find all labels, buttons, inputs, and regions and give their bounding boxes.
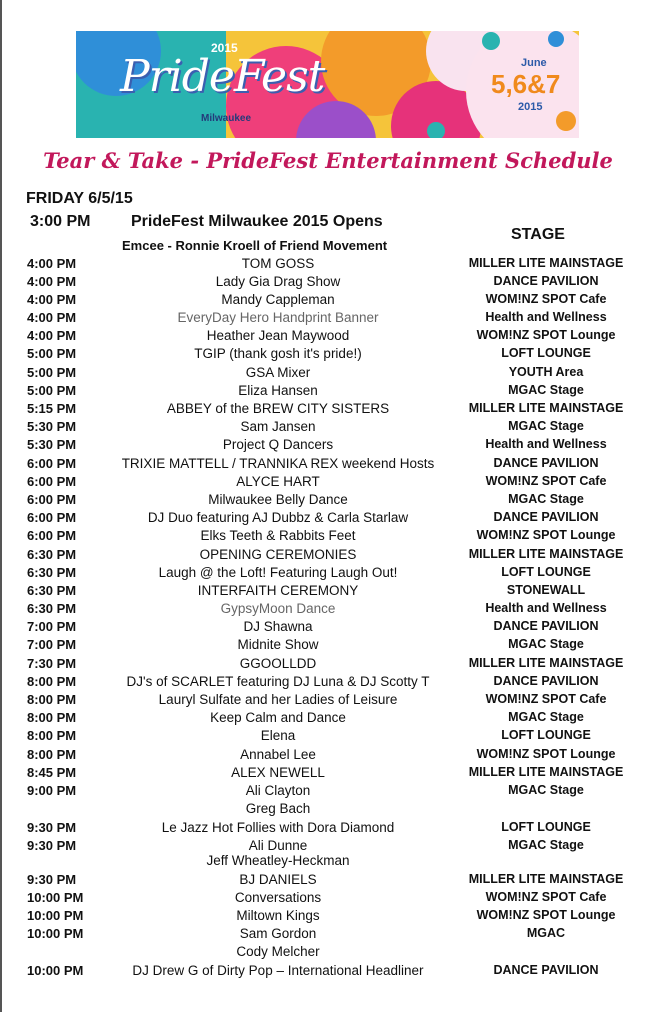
banner-city: Milwaukee [201, 113, 252, 124]
schedule-row [0, 656, 671, 674]
row-performer: GGOOLLDD [239, 656, 317, 671]
row-time: 6:00 PM [27, 510, 77, 525]
row-time: 4:00 PM [27, 310, 77, 325]
row-performer: Sam Gordon [239, 926, 317, 941]
row-stage: MILLER LITE MAINSTAGE [468, 872, 624, 886]
schedule-row [0, 365, 671, 383]
row-performer: Ali Dunne [248, 838, 308, 853]
row-time: 10:00 PM [27, 963, 84, 978]
row-stage: MGAC Stage [508, 419, 584, 433]
row-time: 6:30 PM [27, 601, 77, 616]
row-stage: DANCE PAVILION [493, 274, 599, 288]
schedule-row [0, 820, 671, 838]
row-time: 5:00 PM [27, 365, 77, 380]
page-title: Tear & Take - PrideFest Entertainment Schedule [43, 148, 613, 173]
row-stage: LOFT LOUNGE [501, 820, 591, 834]
row-stage: STONEWALL [506, 583, 586, 597]
row-performer: Keep Calm and Dance [210, 710, 346, 725]
row-stage: MILLER LITE MAINSTAGE [468, 401, 624, 415]
schedule-row [0, 853, 671, 871]
row-performer: DJ Drew G of Dirty Pop – International Headliner [132, 963, 424, 978]
schedule-row [0, 528, 671, 546]
row-performer: BJ DANIELS [239, 872, 317, 887]
row-stage: WOM!NZ SPOT Lounge [476, 328, 616, 342]
row-time: 4:00 PM [27, 256, 77, 271]
row-time: 6:00 PM [27, 474, 77, 489]
row-stage: MGAC Stage [508, 492, 584, 506]
row-performer: ABBEY of the BREW CITY SISTERS [166, 401, 390, 416]
opening-title: PrideFest Milwaukee 2015 Opens [131, 213, 383, 230]
schedule-row [0, 601, 671, 619]
row-performer: Annabel Lee [240, 747, 316, 762]
row-performer: Laugh @ the Loft! Featuring Laugh Out! [158, 565, 398, 580]
schedule-row [0, 256, 671, 274]
schedule-row [0, 547, 671, 565]
row-stage: DANCE PAVILION [493, 963, 599, 977]
banner-month: June [521, 57, 547, 69]
row-time: 8:00 PM [27, 728, 77, 743]
row-time: 5:00 PM [27, 383, 77, 398]
row-time: 6:30 PM [27, 565, 77, 580]
row-performer: Mandy Cappleman [221, 292, 335, 307]
row-stage: DANCE PAVILION [493, 674, 599, 688]
row-performer: Greg Bach [245, 801, 311, 816]
row-performer: Milwaukee Belly Dance [208, 492, 348, 507]
row-performer: Miltown Kings [236, 908, 320, 923]
row-stage: DANCE PAVILION [493, 619, 599, 633]
row-stage: Health and Wellness [485, 437, 607, 451]
row-time: 6:30 PM [27, 583, 77, 598]
schedule-row [0, 583, 671, 601]
row-time: 10:00 PM [27, 908, 84, 923]
row-stage: Health and Wellness [485, 310, 607, 324]
row-performer: DJ's of SCARLET featuring DJ Luna & DJ Scotty T [126, 674, 430, 689]
day-heading: FRIDAY 6/5/15 [26, 190, 133, 207]
row-stage: DANCE PAVILION [493, 510, 599, 524]
row-time: 8:45 PM [27, 765, 77, 780]
row-performer: EveryDay Hero Handprint Banner [177, 310, 379, 325]
schedule-row [0, 437, 671, 455]
row-time: 9:30 PM [27, 838, 77, 853]
schedule-row [0, 619, 671, 637]
schedule-row [0, 963, 671, 981]
schedule-row [0, 765, 671, 783]
schedule-row [0, 728, 671, 746]
row-stage: WOM!NZ SPOT Lounge [476, 908, 616, 922]
row-time: 4:00 PM [27, 274, 77, 289]
row-stage: MGAC Stage [508, 783, 584, 797]
row-stage: DANCE PAVILION [493, 456, 599, 470]
row-performer: OPENING CEREMONIES [199, 547, 357, 562]
row-time: 7:00 PM [27, 637, 77, 652]
schedule-row [0, 383, 671, 401]
schedule-row [0, 292, 671, 310]
schedule-row [0, 474, 671, 492]
schedule-row [0, 565, 671, 583]
row-performer: TOM GOSS [241, 256, 315, 271]
pridefest-logo: PrideFest [120, 51, 325, 102]
row-performer: TRIXIE MATTELL / TRANNIKA REX weekend Hosts [121, 456, 435, 471]
row-stage: MGAC Stage [508, 637, 584, 651]
row-performer: INTERFAITH CEREMONY [197, 583, 359, 598]
row-stage: MGAC Stage [508, 383, 584, 397]
row-stage: MGAC Stage [508, 838, 584, 852]
schedule-row [0, 674, 671, 692]
row-performer: TGIP (thank gosh it's pride!) [194, 346, 362, 361]
row-time: 4:00 PM [27, 328, 77, 343]
row-time: 5:30 PM [27, 437, 77, 452]
row-stage: LOFT LOUNGE [501, 728, 591, 742]
row-performer: Lady Gia Drag Show [215, 274, 341, 289]
schedule-row [0, 890, 671, 908]
schedule-row [0, 274, 671, 292]
row-time: 5:00 PM [27, 346, 77, 361]
row-stage: WOM!NZ SPOT Cafe [485, 890, 607, 904]
banner-dates-year: 2015 [518, 101, 543, 113]
row-performer: Le Jazz Hot Follies with Dora Diamond [161, 820, 395, 835]
schedule-row [0, 346, 671, 364]
row-performer: Project Q Dancers [222, 437, 334, 452]
row-time: 5:15 PM [27, 401, 77, 416]
schedule-row [0, 747, 671, 765]
row-stage: MILLER LITE MAINSTAGE [468, 547, 624, 561]
schedule-row [0, 783, 671, 801]
banner-dates: 5,6&7 [491, 69, 561, 99]
row-stage: MILLER LITE MAINSTAGE [468, 656, 624, 670]
row-performer: Elks Teeth & Rabbits Feet [200, 528, 356, 543]
row-performer: Sam Jansen [240, 419, 316, 434]
row-stage: LOFT LOUNGE [501, 346, 591, 360]
schedule-row [0, 872, 671, 890]
schedule-row [0, 637, 671, 655]
row-time: 6:00 PM [27, 456, 77, 471]
banner-year: 2015 [211, 41, 238, 55]
row-stage: WOM!NZ SPOT Lounge [476, 747, 616, 761]
row-time: 6:00 PM [27, 492, 77, 507]
schedule-row [0, 801, 671, 819]
row-performer: Cody Melcher [236, 944, 320, 959]
row-time: 9:30 PM [27, 872, 77, 887]
row-time: 6:00 PM [27, 528, 77, 543]
row-performer: Ali Clayton [245, 783, 311, 798]
row-stage: MILLER LITE MAINSTAGE [468, 765, 624, 779]
row-stage: WOM!NZ SPOT Cafe [485, 692, 607, 706]
row-performer: Heather Jean Maywood [206, 328, 350, 343]
row-stage: WOM!NZ SPOT Cafe [485, 292, 607, 306]
row-stage: WOM!NZ SPOT Lounge [476, 528, 616, 542]
schedule-row [0, 926, 671, 944]
row-stage: LOFT LOUNGE [501, 565, 591, 579]
row-time: 8:00 PM [27, 747, 77, 762]
schedule-row [0, 710, 671, 728]
schedule-row [0, 419, 671, 437]
row-time: 5:30 PM [27, 419, 77, 434]
row-performer: Lauryl Sulfate and her Ladies of Leisure [158, 692, 398, 707]
row-time: 10:00 PM [27, 890, 84, 905]
row-time: 7:30 PM [27, 656, 77, 671]
row-stage: MGAC [526, 926, 566, 940]
schedule-row [0, 944, 671, 962]
schedule-row [0, 328, 671, 346]
row-performer: GypsyMoon Dance [220, 601, 336, 616]
stage-column-header: STAGE [511, 226, 565, 243]
schedule-row [0, 310, 671, 328]
row-time: 9:30 PM [27, 820, 77, 835]
row-time: 4:00 PM [27, 292, 77, 307]
row-stage: WOM!NZ SPOT Cafe [485, 474, 607, 488]
row-time: 7:00 PM [27, 619, 77, 634]
row-stage: YOUTH Area [508, 365, 584, 379]
schedule-row [0, 456, 671, 474]
row-performer: Elena [260, 728, 296, 743]
opening-time: 3:00 PM [30, 213, 91, 230]
schedule-row [0, 492, 671, 510]
schedule-row [0, 510, 671, 528]
row-time: 10:00 PM [27, 926, 84, 941]
row-stage: Health and Wellness [485, 601, 607, 615]
row-performer: ALEX NEWELL [231, 765, 325, 780]
row-time: 8:00 PM [27, 674, 77, 689]
row-stage: MGAC Stage [508, 710, 584, 724]
row-performer: GSA Mixer [245, 365, 311, 380]
schedule-row [0, 692, 671, 710]
emcee-line: Emcee - Ronnie Kroell of Friend Movement [122, 238, 388, 253]
row-time: 8:00 PM [27, 692, 77, 707]
row-time: 9:00 PM [27, 783, 77, 798]
row-performer: Jeff Wheatley-Heckman [206, 853, 350, 868]
row-performer: Conversations [234, 890, 322, 905]
row-performer: DJ Duo featuring AJ Dubbz & Carla Starlaw [147, 510, 409, 525]
row-time: 6:30 PM [27, 547, 77, 562]
schedule-row [0, 401, 671, 419]
row-time: 8:00 PM [27, 710, 77, 725]
row-performer: DJ Shawna [243, 619, 313, 634]
schedule-row [0, 908, 671, 926]
row-performer: ALYCE HART [236, 474, 320, 489]
row-performer: Eliza Hansen [238, 383, 318, 398]
row-performer: Midnite Show [237, 637, 319, 652]
row-stage: MILLER LITE MAINSTAGE [468, 256, 624, 270]
